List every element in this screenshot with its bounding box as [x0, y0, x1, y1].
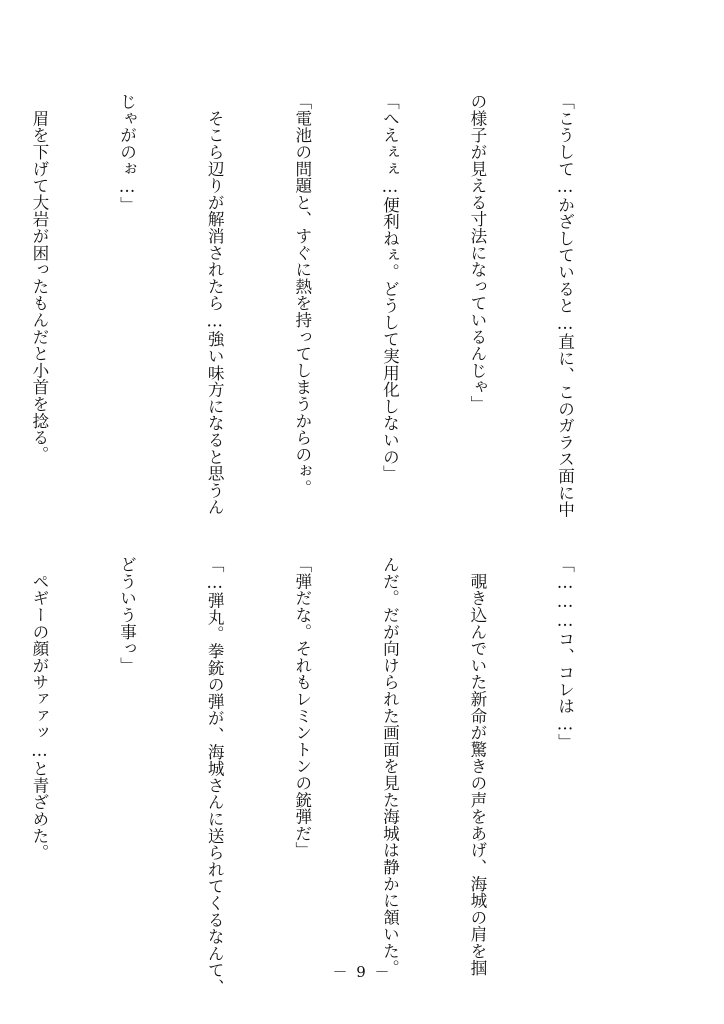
text-line: 「…弾丸。拳銃の弾が、海城さんに送られてくるなんて、 [205, 556, 225, 996]
text-line: そこら辺りが解消されたら…強い味方になると思うん [205, 93, 225, 516]
text-line: じゃがのぉ…」 [117, 93, 137, 213]
text-line: 「へえぇぇ…便利ねぇ。どうして実用化しないの」 [380, 93, 400, 482]
text-line: んだ。だが向けられた画面を見た海城は静かに頷いた。 [380, 556, 400, 976]
text-line: 「電池の問題と、すぐに熱を持ってしまうからのぉ。 [292, 93, 312, 497]
text-line: 眉を下げて大岩が困ったもんだと小首を捻る。 [29, 93, 49, 463]
page-number: － 9 － [332, 963, 392, 981]
text-line: 「こうして…かざしていると…直に、このガラス面に中 [555, 93, 575, 518]
text-line: 「………コ、コレは…」 [555, 556, 575, 751]
text-line: 覗き込んでいた新命が驚きの声をあげ、海城の肩を掴 [467, 556, 487, 976]
text-column-top [29, 93, 638, 518]
text-line: ペギーの顔がサァァッ…と青ざめた。 [29, 556, 49, 861]
text-line: どういう事っ」 [117, 556, 137, 674]
text-column-bottom [29, 556, 638, 996]
text-line: の様子が見える寸法になっているんじゃ」 [467, 93, 487, 413]
text-line: 「弾だな。それもレミントンの銃弾だ」 [292, 556, 312, 859]
